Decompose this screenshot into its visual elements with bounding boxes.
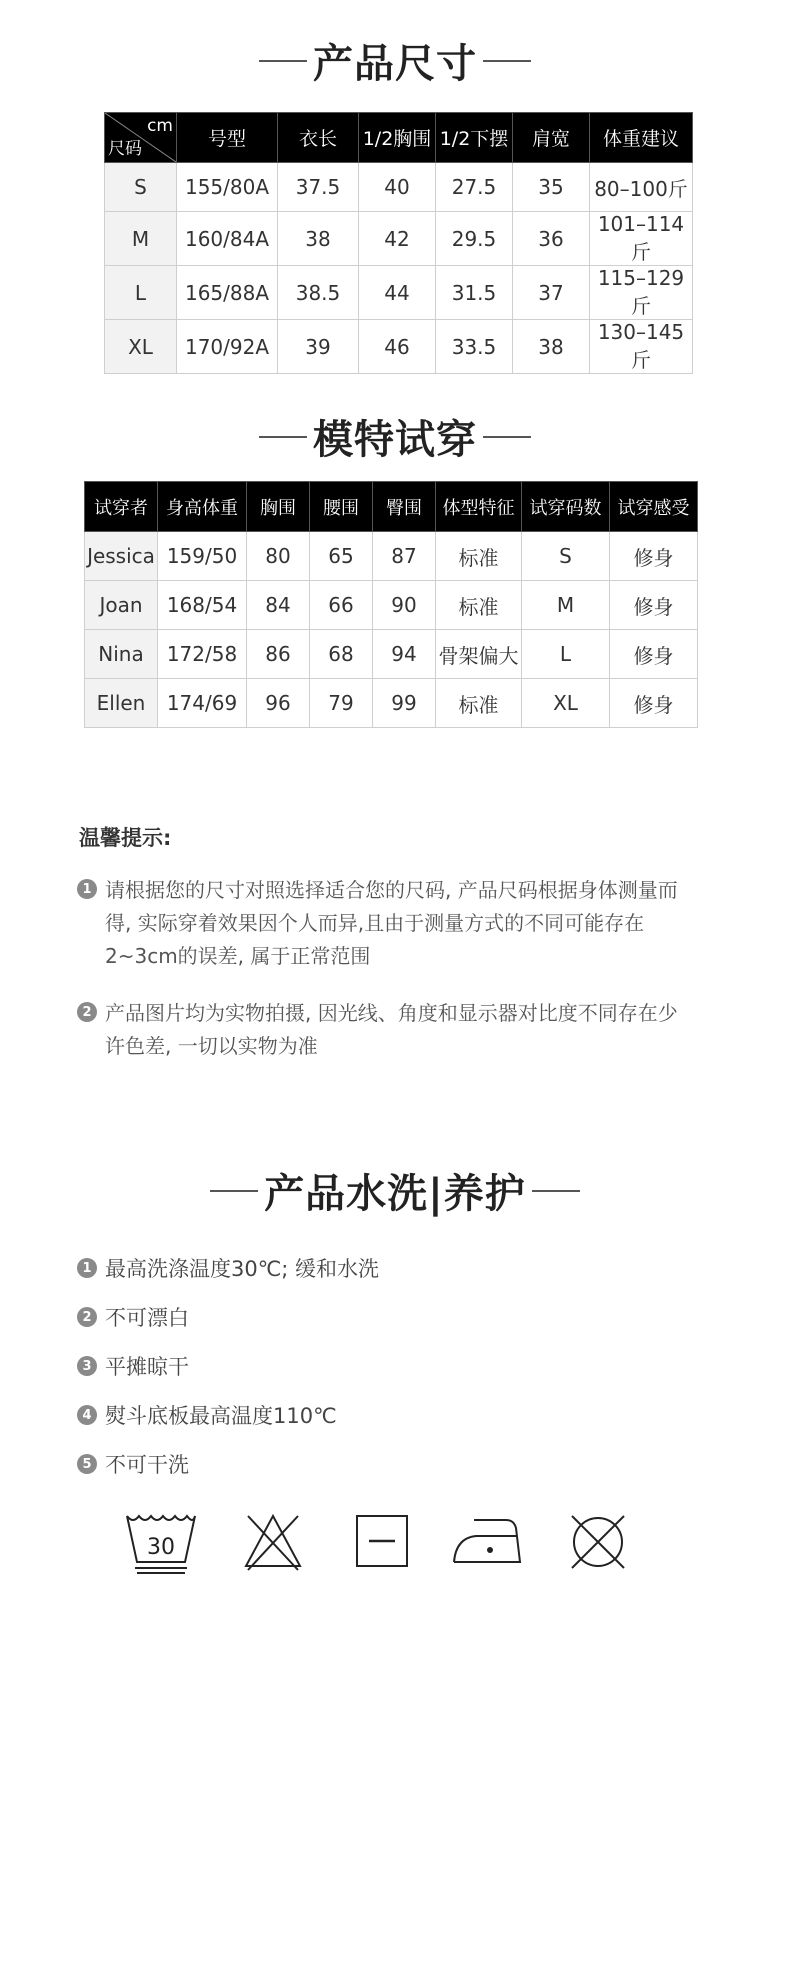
size-cell: 115–129斤: [590, 266, 693, 320]
size-table-row: [105, 320, 693, 374]
no-dry-clean-icon: [566, 1510, 630, 1574]
size-cell: 80–100斤: [590, 163, 693, 212]
size-label-cell: L: [105, 266, 177, 320]
model-section-title: [0, 408, 790, 465]
title-divider-left: [210, 1190, 258, 1192]
size-header-cell: 1/2胸围: [359, 113, 436, 163]
size-cell: 170/92A: [177, 320, 278, 374]
size-cell: 130–145斤: [590, 320, 693, 374]
care-item: [77, 1449, 189, 1479]
model-cell: 87: [373, 532, 436, 581]
model-cell: 80: [247, 532, 310, 581]
care-number-badge: 4: [77, 1405, 97, 1425]
dry-flat-icon: [354, 1510, 410, 1570]
title-divider-left: [259, 436, 307, 438]
model-header-cell: 试穿码数: [522, 482, 610, 532]
size-cell: 27.5: [436, 163, 513, 212]
care-item: [77, 1302, 189, 1332]
model-header-cell: 胸围: [247, 482, 310, 532]
size-header-cell: 肩宽: [513, 113, 590, 163]
size-cell: 46: [359, 320, 436, 374]
size-cell: 38: [278, 212, 359, 266]
model-cell: 168/54: [158, 581, 247, 630]
care-title-text: 产品水洗|养护: [264, 1171, 526, 1217]
care-icons-row: [120, 1510, 640, 1580]
iron-low-icon: [450, 1510, 526, 1570]
model-cell: M: [522, 581, 610, 630]
model-cell: 标准: [436, 679, 522, 728]
title-divider-left: [259, 60, 307, 62]
size-header-cell: 号型: [177, 113, 278, 163]
wash-temp-label: 30: [147, 1535, 175, 1560]
model-name-cell: Jessica: [85, 532, 158, 581]
model-cell: 68: [310, 630, 373, 679]
model-header-cell: 腰围: [310, 482, 373, 532]
model-cell: 99: [373, 679, 436, 728]
size-cell: 101–114斤: [590, 212, 693, 266]
model-cell: 标准: [436, 532, 522, 581]
size-section-title: [0, 32, 790, 89]
model-cell: 96: [247, 679, 310, 728]
size-cell: 37.5: [278, 163, 359, 212]
size-label-cell: XL: [105, 320, 177, 374]
size-cell: 36: [513, 212, 590, 266]
size-cell: 38.5: [278, 266, 359, 320]
model-name-cell: Ellen: [85, 679, 158, 728]
care-number-badge: 1: [77, 1258, 97, 1278]
model-table-row: [85, 581, 698, 630]
size-title-text: 产品尺寸: [313, 41, 477, 87]
model-cell: 修身: [610, 581, 698, 630]
size-table-row: [105, 266, 693, 320]
model-cell: 修身: [610, 532, 698, 581]
size-label-cell: S: [105, 163, 177, 212]
model-header-cell: 试穿者: [85, 482, 158, 532]
size-header-cell: 体重建议: [590, 113, 693, 163]
size-header-cell: 衣长: [278, 113, 359, 163]
size-cell: 155/80A: [177, 163, 278, 212]
size-cell: 160/84A: [177, 212, 278, 266]
model-cell: 159/50: [158, 532, 247, 581]
tip-item: [77, 997, 707, 1063]
model-cell: 修身: [610, 679, 698, 728]
model-header-cell: 臀围: [373, 482, 436, 532]
size-cell: 42: [359, 212, 436, 266]
model-cell: 84: [247, 581, 310, 630]
model-table-row: [85, 532, 698, 581]
model-cell: XL: [522, 679, 610, 728]
tip-text: 请根据您的尺寸对照选择适合您的尺码, 产品尺码根据身体测量而得, 实际穿着效果因个人而异,且由于测量方式的不同可能存在2~3cm的误差, 属于正常范围: [105, 878, 678, 968]
tip-number-badge: 1: [77, 879, 97, 899]
wash-30-icon: [123, 1510, 199, 1576]
size-cell: 33.5: [436, 320, 513, 374]
size-table-corner-cell: [105, 113, 177, 163]
tips-title: 温馨提示:: [79, 826, 172, 850]
title-divider-right: [532, 1190, 580, 1192]
care-number-badge: 2: [77, 1307, 97, 1327]
model-table-row: [85, 630, 698, 679]
care-text: 最高洗涤温度30℃; 缓和水洗: [105, 1257, 380, 1281]
model-cell: 86: [247, 630, 310, 679]
title-divider-right: [483, 60, 531, 62]
no-bleach-icon: [242, 1510, 304, 1572]
model-cell: 骨架偏大: [436, 630, 522, 679]
care-item: [77, 1400, 337, 1430]
model-table-header-row: [85, 482, 698, 532]
size-table-row: [105, 212, 693, 266]
size-cell: 165/88A: [177, 266, 278, 320]
size-header-cell: 1/2下摆: [436, 113, 513, 163]
size-table: [104, 112, 693, 374]
model-cell: 174/69: [158, 679, 247, 728]
model-cell: 79: [310, 679, 373, 728]
tip-text: 产品图片均为实物拍摄, 因光线、角度和显示器对比度不同存在少许色差, 一切以实物为准: [105, 1001, 678, 1058]
size-cell: 44: [359, 266, 436, 320]
model-header-cell: 体型特征: [436, 482, 522, 532]
care-section-title: [0, 1162, 790, 1219]
model-name-cell: Nina: [85, 630, 158, 679]
corner-size-label: 尺码: [108, 139, 142, 159]
model-cell: 172/58: [158, 630, 247, 679]
tip-item: [77, 874, 707, 973]
model-cell: 66: [310, 581, 373, 630]
size-cell: 37: [513, 266, 590, 320]
tip-number-badge: 2: [77, 1002, 97, 1022]
model-name-cell: Joan: [85, 581, 158, 630]
size-cell: 35: [513, 163, 590, 212]
corner-unit: cm: [147, 116, 173, 136]
model-table-row: [85, 679, 698, 728]
care-text: 不可干洗: [105, 1453, 189, 1477]
model-cell: 90: [373, 581, 436, 630]
care-item: [77, 1253, 379, 1283]
size-cell: 40: [359, 163, 436, 212]
model-header-cell: 试穿感受: [610, 482, 698, 532]
model-cell: 65: [310, 532, 373, 581]
size-label-cell: M: [105, 212, 177, 266]
model-table: [84, 481, 698, 728]
care-text: 熨斗底板最高温度110℃: [105, 1404, 337, 1428]
size-table-row: [105, 163, 693, 212]
model-title-text: 模特试穿: [313, 417, 477, 463]
care-item: [77, 1351, 189, 1381]
size-cell: 38: [513, 320, 590, 374]
care-text: 不可漂白: [105, 1306, 189, 1330]
model-cell: 修身: [610, 630, 698, 679]
size-table-header-row: [105, 113, 693, 163]
care-number-badge: 5: [77, 1454, 97, 1474]
care-number-badge: 3: [77, 1356, 97, 1376]
model-cell: 94: [373, 630, 436, 679]
title-divider-right: [483, 436, 531, 438]
model-header-cell: 身高体重: [158, 482, 247, 532]
model-cell: 标准: [436, 581, 522, 630]
model-cell: S: [522, 532, 610, 581]
size-cell: 29.5: [436, 212, 513, 266]
size-cell: 39: [278, 320, 359, 374]
care-text: 平摊晾干: [105, 1355, 189, 1379]
size-cell: 31.5: [436, 266, 513, 320]
model-cell: L: [522, 630, 610, 679]
